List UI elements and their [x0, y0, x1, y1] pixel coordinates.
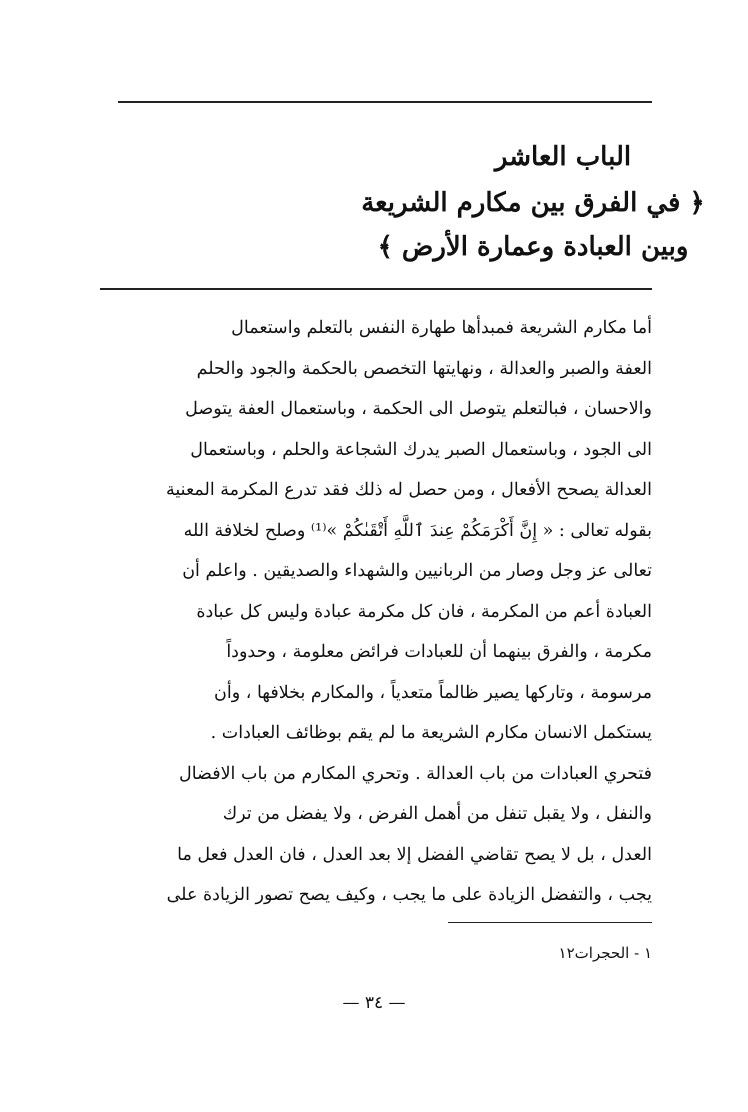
footnote-divider [448, 922, 652, 923]
text-line: العبادة أعم من المكرمة ، فان كل مكرمة عبادة وليس كل عبادة [196, 601, 652, 622]
text-line: العدالة يصحح الأفعال ، ومن حصل له ذلك فقد تدرع المكرمة المعنية [166, 480, 652, 500]
text-line: والاحسان ، فبالتعلم يتوصل الى الحكمة ، وباستعمال العفة يتوصل [185, 399, 652, 419]
text-line: الى الجود ، وباستعمال الصبر يدرك الشجاعة والحلم ، وباستعمال [190, 439, 652, 460]
body-paragraph [96, 308, 652, 916]
page-number: — ٣٤ — [342, 993, 406, 1013]
text-line: يستكمل الانسان مكارم الشريعة ما لم يقم بوظائف العبادات . [210, 723, 652, 743]
chapter-subtitle-line1: ﴿ في الفرق بين مكارم الشريعة [361, 188, 705, 218]
heading-divider [100, 288, 652, 290]
text-line: أما مكارم الشريعة فمبدأها طهارة النفس بالتعلم واستعمال [231, 318, 652, 338]
text-line: يجب ، والتفضل الزيادة على ما يجب ، وكيف يصح تصور الزيادة على [166, 885, 652, 905]
text-line: فتحري العبادات من باب العدالة . وتحري المكارم من باب الافضال [178, 763, 652, 784]
text-line: العفة والصبر والعدالة ، ونهايتها التخصص بالحكمة والجود والحلم [196, 358, 652, 379]
top-divider [118, 101, 652, 103]
chapter-subtitle-line2: وبين العبادة وعمارة الأرض ﴾ [377, 232, 689, 262]
text-line: بقوله تعالى : « إِنَّ أَكْرَمَكُمْ عِندَ ٱللَّهِ أَتْقَىٰكُمْ »⁽¹⁾ وصلح لخلافة الله [183, 520, 652, 541]
text-line: والنفل ، ولا يقبل تنفل من أهمل الفرض ، ولا يفضل من ترك [222, 804, 652, 824]
text-line: تعالى عز وجل وصار من الربانيين والشهداء والصديقين . واعلم أن [182, 561, 652, 581]
footnote: ١ - الحجرات١٢ [558, 944, 652, 962]
text-line: مكرمة ، والفرق بينهما أن للعبادات فرائض معلومة ، وحدوداً [226, 642, 652, 662]
text-line: العدل ، بل لا يصح تقاضي الفضل إلا بعد العدل ، فان العدل فعل ما [177, 844, 652, 865]
chapter-title: الباب العاشر [494, 142, 632, 172]
text-line: مرسومة ، وتاركها يصير ظالماً متعدياً ، والمكارم بخلافها ، وأن [214, 682, 652, 703]
